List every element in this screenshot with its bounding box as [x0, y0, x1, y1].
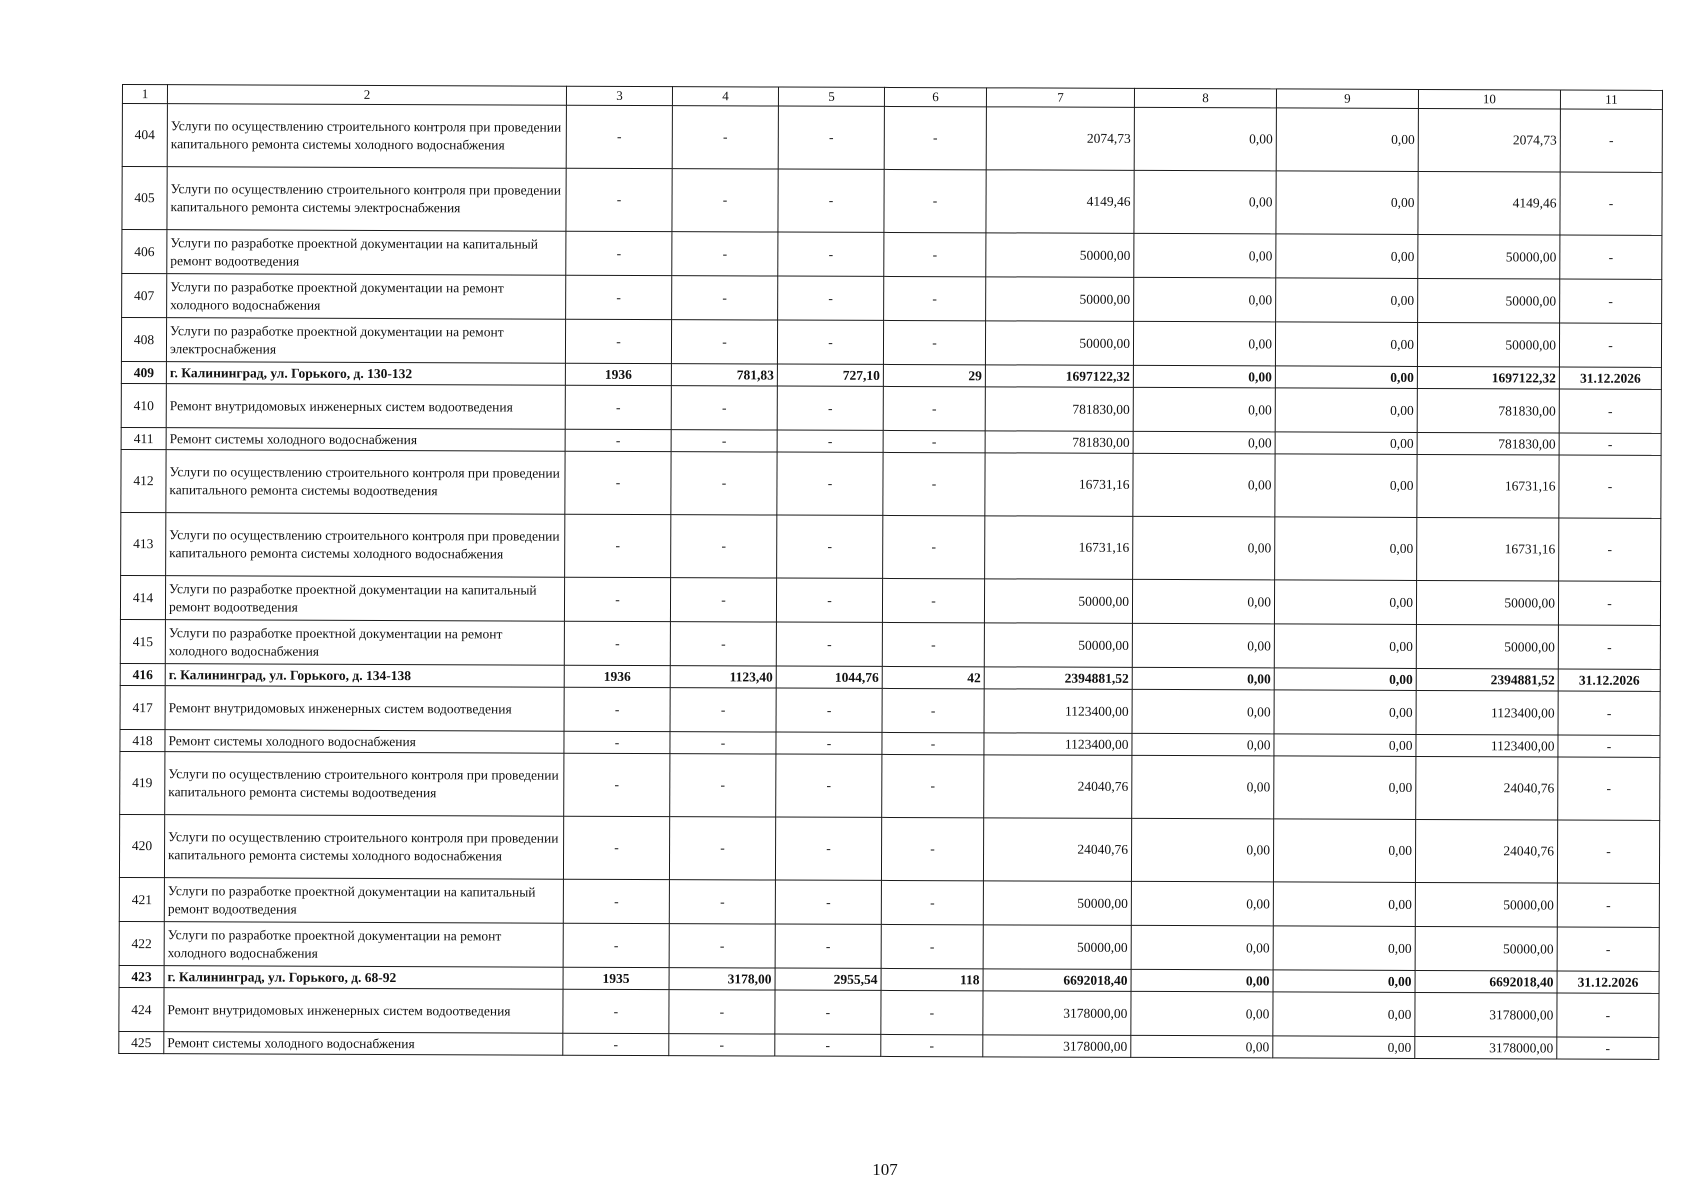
cell-col-5: -: [775, 990, 881, 1034]
header-cell: 5: [778, 87, 884, 106]
cell-col-9: 0,00: [1275, 517, 1417, 581]
cell-col-6: -: [881, 924, 983, 968]
page-number: 107: [872, 1160, 898, 1179]
cell-col-7: 16731,16: [985, 453, 1133, 517]
cell-col-9: 0,00: [1276, 171, 1418, 235]
cell-col-8: 0,00: [1131, 969, 1273, 992]
cell-col-6: -: [882, 732, 984, 754]
cell-col-3: -: [565, 429, 671, 451]
cell-col-3: -: [566, 231, 672, 275]
cell-col-8: 0,00: [1134, 233, 1276, 278]
cell-col-11: -: [1557, 1037, 1659, 1059]
row-number-cell: 410: [121, 383, 166, 427]
table-row: [122, 230, 1662, 280]
cell-col-7: 6692018,40: [983, 969, 1131, 992]
row-number-cell: 414: [120, 575, 165, 619]
description-cell: Ремонт системы холодного водоснабжения: [164, 1032, 563, 1056]
cell-col-11: -: [1559, 323, 1661, 367]
cell-col-5: 1044,76: [776, 666, 882, 688]
cell-col-9: 0,00: [1274, 734, 1416, 757]
cell-col-10: 4149,46: [1418, 171, 1560, 235]
cell-col-9: 0,00: [1276, 234, 1418, 279]
cell-col-4: -: [671, 430, 777, 452]
cell-col-6: -: [883, 386, 985, 430]
cell-col-8: 0,00: [1133, 321, 1275, 366]
cell-col-7: 50000,00: [984, 579, 1132, 624]
row-number-cell: 415: [120, 619, 165, 663]
cell-col-5: -: [778, 169, 884, 232]
cell-col-5: -: [778, 106, 884, 169]
cell-col-8: 0,00: [1133, 431, 1275, 454]
cell-col-10: 50000,00: [1418, 278, 1560, 323]
description-cell: г. Калининград, ул. Горького, д. 134-138: [165, 664, 564, 688]
cell-col-5: -: [777, 430, 883, 452]
description-cell: Услуги по разработке проектной документации на капитальный ремонт водоотведения: [167, 230, 566, 276]
cell-col-11: -: [1558, 757, 1660, 820]
description-cell: Ремонт внутридомовых инженерных систем водоотведения: [166, 384, 565, 430]
cell-col-7: 4149,46: [986, 170, 1134, 234]
cell-col-4: -: [669, 990, 775, 1034]
cell-col-3: -: [563, 1033, 669, 1055]
header-cell: 4: [672, 87, 778, 106]
cell-col-7: 1697122,32: [985, 365, 1133, 388]
cell-col-6: -: [881, 880, 983, 924]
cell-col-5: -: [777, 452, 883, 515]
cell-col-4: -: [670, 732, 776, 754]
cell-col-9: 0,00: [1276, 108, 1418, 172]
cell-col-6: -: [884, 232, 986, 276]
cell-col-10: 50000,00: [1416, 624, 1558, 669]
cell-col-4: -: [671, 515, 777, 578]
cell-col-11: 31.12.2026: [1559, 367, 1661, 389]
cell-col-8: 0,00: [1134, 170, 1276, 234]
cell-col-6: -: [883, 430, 985, 452]
cell-col-5: -: [775, 1034, 881, 1056]
cell-col-7: 3178000,00: [983, 1035, 1131, 1058]
cell-col-10: 16731,16: [1417, 454, 1559, 518]
cell-col-3: -: [565, 451, 671, 514]
header-cell: 7: [986, 88, 1134, 108]
cell-col-5: -: [775, 880, 881, 924]
cell-col-8: 0,00: [1133, 453, 1275, 517]
cell-col-6: -: [882, 622, 984, 666]
cell-col-10: 24040,76: [1415, 819, 1557, 883]
cell-col-4: -: [669, 1034, 775, 1056]
row-number-cell: 418: [120, 729, 165, 751]
cell-col-9: 0,00: [1275, 366, 1417, 389]
table-row: [121, 318, 1661, 368]
cell-col-11: -: [1559, 433, 1661, 455]
row-number-cell: 409: [121, 361, 166, 383]
cell-col-6: -: [882, 578, 984, 622]
cell-col-8: 0,00: [1131, 991, 1273, 1036]
cell-col-7: 50000,00: [983, 925, 1131, 970]
cell-col-3: -: [565, 319, 671, 363]
cell-col-7: 24040,76: [983, 818, 1131, 882]
cell-col-9: 0,00: [1273, 882, 1415, 927]
cell-col-6: -: [881, 990, 983, 1034]
cell-col-11: -: [1559, 389, 1661, 433]
row-number-cell: 424: [119, 987, 164, 1031]
table-row: [120, 619, 1660, 669]
cell-col-4: -: [671, 386, 777, 430]
cell-col-9: 0,00: [1273, 992, 1415, 1037]
cell-col-10: 1123400,00: [1416, 690, 1558, 735]
cell-col-3: -: [563, 816, 669, 879]
cell-col-6: 118: [881, 968, 983, 990]
cell-col-7: 50000,00: [986, 277, 1134, 322]
description-cell: Ремонт системы холодного водоснабжения: [165, 730, 564, 754]
cell-col-11: -: [1560, 172, 1662, 235]
cell-col-8: 0,00: [1132, 755, 1274, 819]
cell-col-11: -: [1559, 455, 1661, 518]
cell-col-6: -: [882, 754, 984, 817]
cell-col-3: -: [564, 753, 670, 816]
cell-col-10: 781830,00: [1417, 432, 1559, 455]
cell-col-4: -: [670, 688, 776, 732]
row-number-cell: 420: [119, 814, 164, 877]
capital-repair-table: [118, 84, 1663, 1060]
cell-col-7: 50000,00: [983, 881, 1131, 926]
cell-col-5: -: [777, 320, 883, 364]
cell-col-5: 727,10: [777, 364, 883, 386]
cell-col-6: -: [883, 452, 985, 515]
description-cell: Услуги по осуществлению строительного контроля при проведении капитального ремонта системы водоотведения: [165, 752, 564, 817]
cell-col-11: -: [1557, 883, 1659, 927]
cell-col-11: -: [1557, 820, 1659, 883]
cell-col-8: 0,00: [1134, 107, 1276, 171]
cell-col-6: 29: [883, 364, 985, 386]
cell-col-10: 50000,00: [1415, 926, 1557, 971]
cell-col-7: 1123400,00: [984, 689, 1132, 734]
cell-col-5: -: [777, 386, 883, 430]
cell-col-11: -: [1558, 735, 1660, 757]
cell-col-10: 50000,00: [1416, 580, 1558, 625]
cell-col-11: -: [1560, 109, 1662, 172]
row-number-cell: 406: [122, 230, 167, 274]
cell-col-3: -: [563, 879, 669, 923]
table-row: [120, 751, 1660, 820]
cell-col-9: 0,00: [1275, 322, 1417, 367]
table-row: [119, 987, 1659, 1037]
cell-col-6: -: [883, 515, 985, 578]
cell-col-3: -: [564, 621, 670, 665]
cell-col-6: 42: [882, 666, 984, 688]
row-number-cell: 411: [121, 427, 166, 449]
description-cell: Услуги по разработке проектной документации на ремонт холодного водоснабжения: [164, 922, 563, 968]
cell-col-3: -: [566, 105, 672, 168]
row-number-cell: 404: [122, 104, 167, 167]
cell-col-4: -: [670, 622, 776, 666]
cell-col-7: 3178000,00: [983, 991, 1131, 1036]
table-body: [119, 85, 1663, 1060]
cell-col-9: 0,00: [1275, 432, 1417, 455]
cell-col-6: -: [884, 169, 986, 232]
row-number-cell: 419: [120, 751, 165, 814]
cell-col-4: -: [671, 452, 777, 515]
cell-col-4: -: [672, 276, 778, 320]
header-cell: 10: [1418, 89, 1560, 109]
cell-col-7: 16731,16: [985, 516, 1133, 580]
cell-col-9: 0,00: [1274, 624, 1416, 669]
cell-col-8: 0,00: [1133, 387, 1275, 432]
table-row: [119, 814, 1659, 883]
cell-col-5: -: [777, 515, 883, 578]
row-number-cell: 413: [121, 512, 166, 575]
table-row: [121, 449, 1661, 518]
cell-col-5: -: [778, 232, 884, 276]
cell-col-3: -: [566, 275, 672, 319]
row-number-cell: 425: [119, 1031, 164, 1053]
cell-col-11: -: [1558, 581, 1660, 625]
cell-col-4: -: [670, 578, 776, 622]
cell-col-3: -: [563, 923, 669, 967]
cell-col-6: -: [881, 1034, 983, 1056]
cell-col-6: -: [883, 320, 985, 364]
cell-col-4: -: [671, 320, 777, 364]
cell-col-11: -: [1558, 691, 1660, 735]
cell-col-4: -: [670, 754, 776, 817]
description-cell: Услуги по осуществлению строительного контроля при проведении капитального ремонта системы холодного водоснабжения: [164, 815, 563, 880]
table-row: [122, 167, 1662, 236]
row-number-cell: 422: [119, 921, 164, 965]
description-cell: Ремонт внутридомовых инженерных систем водоотведения: [164, 988, 563, 1034]
cell-col-10: 781830,00: [1417, 388, 1559, 433]
cell-col-5: -: [775, 817, 881, 880]
cell-col-7: 50000,00: [986, 233, 1134, 278]
cell-col-4: -: [672, 232, 778, 276]
cell-col-10: 1123400,00: [1416, 734, 1558, 757]
cell-col-7: 2074,73: [986, 107, 1134, 171]
cell-col-5: -: [776, 754, 882, 817]
table-row: [121, 512, 1661, 581]
cell-col-10: 3178000,00: [1415, 1036, 1557, 1059]
table-row: [120, 575, 1660, 625]
cell-col-9: 0,00: [1273, 970, 1415, 993]
cell-col-4: 781,83: [671, 364, 777, 386]
cell-col-10: 2074,73: [1418, 108, 1560, 172]
cell-col-3: 1935: [563, 967, 669, 989]
cell-col-8: 0,00: [1133, 365, 1275, 388]
description-cell: Услуги по разработке проектной документации на ремонт электроснабжения: [166, 318, 565, 364]
cell-col-7: 1123400,00: [984, 733, 1132, 756]
cell-col-10: 24040,76: [1416, 756, 1558, 820]
cell-col-6: -: [881, 817, 983, 880]
cell-col-11: -: [1560, 235, 1662, 279]
cell-col-4: 3178,00: [669, 968, 775, 990]
cell-col-8: 0,00: [1132, 579, 1274, 624]
cell-col-4: -: [669, 880, 775, 924]
description-cell: Ремонт системы холодного водоснабжения: [166, 428, 565, 452]
cell-col-4: -: [669, 924, 775, 968]
table-row: [119, 877, 1659, 927]
cell-col-3: -: [563, 989, 669, 1033]
cell-col-11: -: [1558, 625, 1660, 669]
cell-col-5: -: [778, 276, 884, 320]
description-cell: г. Калининград, ул. Горького, д. 130-132: [166, 362, 565, 386]
description-cell: Услуги по разработке проектной документации на капитальный ремонт водоотведения: [165, 576, 564, 622]
cell-col-6: -: [882, 688, 984, 732]
cell-col-8: 0,00: [1132, 667, 1274, 690]
cell-col-3: -: [564, 687, 670, 731]
cell-col-4: -: [672, 169, 778, 232]
cell-col-9: 0,00: [1274, 668, 1416, 691]
cell-col-4: -: [672, 106, 778, 169]
table-row: [119, 1031, 1659, 1059]
cell-col-6: -: [884, 106, 986, 169]
table-row: [122, 104, 1662, 173]
cell-col-7: 781830,00: [985, 387, 1133, 432]
cell-col-5: 2955,54: [775, 968, 881, 990]
cell-col-9: 0,00: [1273, 1036, 1415, 1059]
row-number-cell: 417: [120, 685, 165, 729]
header-cell: 3: [566, 86, 672, 105]
table-row: [121, 383, 1661, 433]
cell-col-10: 1697122,32: [1417, 366, 1559, 389]
cell-col-8: 0,00: [1132, 623, 1274, 668]
cell-col-8: 0,00: [1131, 818, 1273, 882]
cell-col-7: 50000,00: [985, 321, 1133, 366]
description-cell: г. Калининград, ул. Горького, д. 68-92: [164, 966, 563, 990]
cell-col-5: -: [775, 924, 881, 968]
table-row: [122, 274, 1662, 324]
cell-col-7: 2394881,52: [984, 667, 1132, 690]
cell-col-8: 0,00: [1133, 516, 1275, 580]
cell-col-9: 0,00: [1273, 819, 1415, 883]
row-number-cell: 423: [119, 965, 164, 987]
header-cell: 8: [1134, 88, 1276, 108]
cell-col-10: 3178000,00: [1415, 992, 1557, 1037]
table-row: [119, 921, 1659, 971]
header-cell: 9: [1276, 89, 1418, 109]
cell-col-8: 0,00: [1131, 881, 1273, 926]
cell-col-10: 50000,00: [1418, 234, 1560, 279]
row-number-cell: 412: [121, 449, 166, 512]
cell-col-3: -: [564, 577, 670, 621]
cell-col-8: 0,00: [1131, 925, 1273, 970]
cell-col-11: 31.12.2026: [1557, 971, 1659, 993]
cell-col-4: -: [669, 817, 775, 880]
cell-col-10: 2394881,52: [1416, 668, 1558, 691]
description-cell: Услуги по осуществлению строительного контроля при проведении капитального ремонта системы холодного водоснабжения: [166, 513, 565, 578]
header-cell: 6: [884, 87, 986, 106]
cell-col-5: -: [776, 688, 882, 732]
cell-col-9: 0,00: [1273, 926, 1415, 971]
cell-col-6: -: [884, 276, 986, 320]
row-number-cell: 405: [122, 167, 167, 230]
cell-col-11: -: [1560, 279, 1662, 323]
row-number-cell: 407: [122, 274, 167, 318]
cell-col-4: 1123,40: [670, 666, 776, 688]
cell-col-3: -: [565, 385, 671, 429]
cell-col-10: 50000,00: [1417, 322, 1559, 367]
header-cell: 1: [122, 85, 167, 104]
description-cell: Ремонт внутридомовых инженерных систем водоотведения: [165, 686, 564, 732]
cell-col-3: 1936: [564, 665, 670, 687]
cell-col-10: 16731,16: [1417, 517, 1559, 581]
cell-col-3: 1936: [565, 363, 671, 385]
cell-col-3: -: [566, 168, 672, 231]
cell-col-8: 0,00: [1132, 733, 1274, 756]
description-cell: Услуги по осуществлению строительного контроля при проведении капитального ремонта системы холодного водоснабжения: [167, 104, 566, 169]
header-cell: 2: [167, 85, 566, 106]
description-cell: Услуги по разработке проектной документации на ремонт холодного водоснабжения: [167, 274, 566, 320]
cell-col-5: -: [776, 622, 882, 666]
cell-col-8: 0,00: [1132, 689, 1274, 734]
cell-col-7: 24040,76: [984, 755, 1132, 819]
cell-col-9: 0,00: [1274, 690, 1416, 735]
cell-col-7: 50000,00: [984, 623, 1132, 668]
row-number-cell: 421: [119, 877, 164, 921]
cell-col-9: 0,00: [1275, 388, 1417, 433]
cell-col-9: 0,00: [1275, 454, 1417, 518]
description-cell: Услуги по осуществлению строительного контроля при проведении капитального ремонта системы электроснабжения: [167, 167, 566, 232]
cell-col-11: -: [1557, 993, 1659, 1037]
description-cell: Услуги по разработке проектной документации на капитальный ремонт водоотведения: [164, 878, 563, 924]
cell-col-3: -: [565, 514, 671, 577]
cell-col-9: 0,00: [1274, 756, 1416, 820]
cell-col-11: 31.12.2026: [1558, 669, 1660, 691]
cell-col-3: -: [564, 731, 670, 753]
cell-col-5: -: [776, 578, 882, 622]
header-cell: 11: [1560, 90, 1662, 109]
cell-col-8: 0,00: [1134, 277, 1276, 322]
cell-col-9: 0,00: [1276, 278, 1418, 323]
row-number-cell: 408: [121, 318, 166, 362]
table-row: [120, 685, 1660, 735]
cell-col-10: 50000,00: [1415, 882, 1557, 927]
cell-col-8: 0,00: [1131, 1035, 1273, 1058]
description-cell: Услуги по осуществлению строительного контроля при проведении капитального ремонта системы водоотведения: [166, 450, 565, 515]
description-cell: Услуги по разработке проектной документации на ремонт холодного водоснабжения: [165, 620, 564, 666]
cell-col-11: -: [1557, 927, 1659, 971]
cell-col-11: -: [1559, 518, 1661, 581]
cell-col-9: 0,00: [1274, 580, 1416, 625]
cell-col-7: 781830,00: [985, 431, 1133, 454]
cell-col-10: 6692018,40: [1415, 970, 1557, 993]
row-number-cell: 416: [120, 663, 165, 685]
cell-col-5: -: [776, 732, 882, 754]
